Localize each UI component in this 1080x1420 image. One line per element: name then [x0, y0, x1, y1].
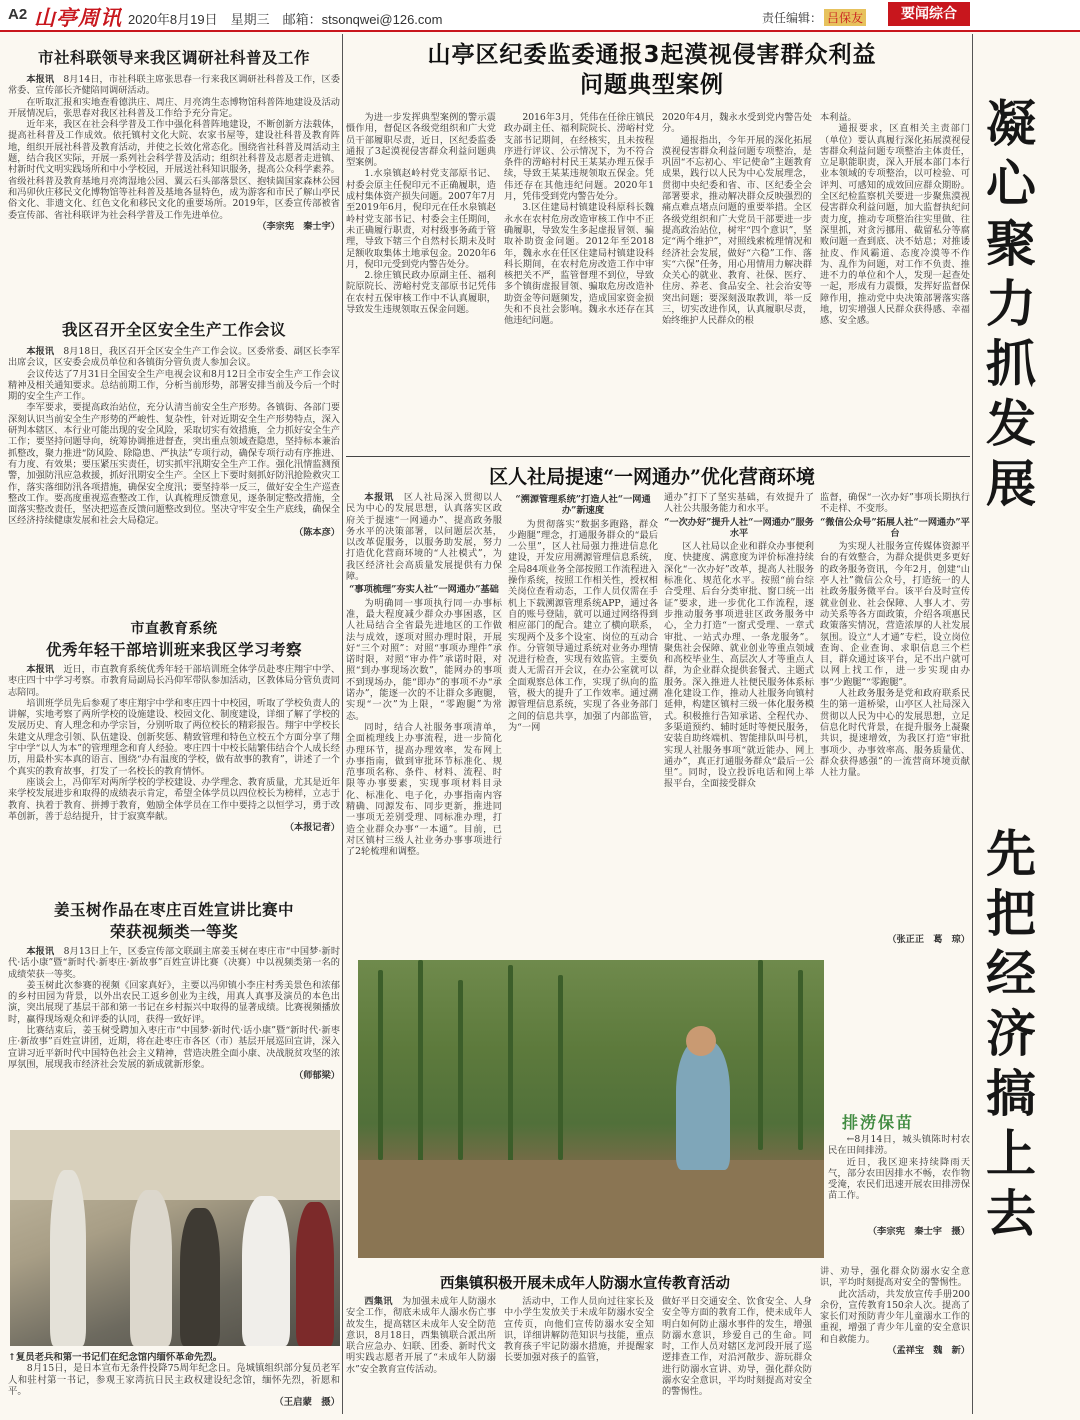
- hr-col-1: [346, 492, 502, 952]
- photo-person: [180, 1208, 220, 1346]
- headline-line1: 山亭区纪委监委通报3起漠视侵害群众利益: [427, 42, 877, 68]
- photo-cornstalk: [758, 960, 763, 1150]
- flood-caption-title: 排涝保苗: [842, 1113, 915, 1132]
- column-divider: [972, 34, 973, 1414]
- slogan-banner: [976, 34, 1076, 1416]
- article-paragraph: 为贯彻落实“数据多跑路，群众少跑腿”理念，打通服务群众的“最后一公里”，区人社局强力推进信息化建设，开发应用溯源管理信息系统，全局84项业务全部按照工作流程进入操作系统，按照工作相关性，授权相关岗位查看动态，工作人员仅需在手机上下载溯源管理系统APP，通过各自的账号登陆，就可以通过网络得到相应部门的配合。建立了横向联系，实现两个及多个设室、岗位的互动合作。分管领导通过系统对业务办理情况进行检查，实现有效监管。主要负责人无需召开会议，在办公室就可以全面观察总体工作，实现了纵向的监管，极大的提升了工作效率。通过溯源管理信息系统，实现了各业务部门之间的信息共享，加强了内部监管，为“一网: [508, 518, 658, 733]
- article-subhead: “溯源管理系统”打造人社“一网通办”新速度: [515, 494, 651, 517]
- article-paragraph: 近年来，我区在社会科学普及工作中强化科普阵地建设，不断创新方法载体，提高社科普及工作成效。依托镇村文化大院、农家书屋等，建设社科普及教育阵地，组织开展社科普及教育活动，并使之长效化常态化。围绕省社科普及周活动主题，结合我区实际，开展一系列社会科学普及活动；组织社科普及志愿者走进镇、村新时代文明实践场所和中小学校园，开展送社科知识服务，提高公众科学素养。省级社科普及教育基地月亮湾湿地公园、翼云石头部落景区、抱犊崮国家森林公园和冯卯伙庄移民文化博物馆等社科普及基地各显特色，成为游客和市民了解山亭民俗文化、非遗文化、红色文化和移民文化的重要场所。2019年，区委宣传部被省委宣传部、省社科联评为社会科学普及工作先进单位。: [8, 119, 340, 221]
- caption-line: 8月15日，是日本宣布无条件投降75周年纪念日。凫城镇组织部分复员老军人和驻村第一书记，参观王家湾抗日民主政权建设纪念馆，缅怀先烈，祈愿和平。: [8, 1363, 340, 1397]
- photo-cornstalk: [508, 965, 513, 1165]
- article-title: 市社科联领导来我区调研社科普及工作: [37, 48, 310, 67]
- slogan-line-1: 凝心聚力抓发展: [986, 95, 1036, 513]
- article-subhead: “微信公众号”拓展人社“一网通办”平台: [820, 516, 970, 539]
- article-body: 8月13日上午，区委宣传部文联副主席姜玉树在枣庄市“中国梦·新时代·话小康”暨“新时代·新枣庄·新故事”百姓宣讲比赛（决赛）中以视频类第一名的成绩荣获一等奖。: [8, 946, 340, 980]
- xiji-col-2: [504, 1296, 654, 1414]
- slogan-line-2: 先把经济搞上去: [986, 825, 1036, 1243]
- article-paragraph: 2016年3月，凭伟在任徐庄镇民政办副主任、福利院院长、涝峪村党支部书记期间，在经核实，且未按程序进行评议、公示情况下，为不符合条件的涝峪村村民王某某办理五保手续，导致王某某违规领取五保金。凭伟还存在其他违纪问题。2020年1月，凭伟受到党内警告处分。: [504, 112, 654, 203]
- article-byline: （张正正 葛 琼）: [887, 934, 970, 945]
- article-byline: （李宗宪 秦士宇）: [257, 220, 340, 232]
- photo-person: [130, 1190, 172, 1346]
- flood-drainage-photo: [358, 960, 824, 1258]
- hr-col-4: [820, 492, 970, 952]
- article-paragraph: 通报要求，区直相关主责部门（单位）要认真履行深化拓展漠视侵害群众利益问题专项整治主体责任，立足职能职责，深入开展本部门本行业本领域的专项整治，以可检验、可评判、可感知的成效回应群众期盼。全区纪检监察机关要进一步聚焦漠视侵害群众利益问题，加大监督执纪问责力度，推动专项整治往实里做、往深里抓，对贪污挪用、截留私分等腐败问题一查到底、决不姑息；对推诿扯皮、作风霸道、态度冷漠等不作为、乱作为问题，对工作不负责、推进不力的单位和个人，发现一起查处一起，形成有力震慑，发挥好监督保障作用，推动党中央决策部署落实落地，切实增强人民群众获得感、幸福感、安全感。: [820, 123, 970, 327]
- article-paragraph: 2.徐庄镇民政办原副主任、福利院原院长、涝峪村党支部原书记凭伟在农村五保审核工作中不认真履职，导致发生违规领取五保金问题。: [346, 270, 496, 316]
- article-paragraph: 此次活动，共发放宣传手册200余份，宣传教育150余人次。提高了家长们对预防青少年儿童溺水工作的重视，增强了青少年儿童的安全意识和自救能力。: [820, 1288, 970, 1345]
- page-number: A2: [8, 6, 28, 23]
- editor-name: 吕保友: [824, 9, 866, 26]
- article-paragraph: 为明确同一事项执行同一办事标准，最大程度减少群众办事困惑，区人社局结合全省最先进地区的工作做法与成效，逐项对照办理时限，开展好“三个对照”：对照“事项办理件”承诺时限，对照“审办件”承诺时限，对照“到办事现场次数”，能网办的事项不到现场办，能“即办”的事项不办“承诺办”，能逐一次的不让群众多跑腿，实现“一次”为上限，“零跑腿”为常态。: [346, 597, 502, 722]
- hr-col-2: [508, 492, 658, 952]
- article-body: 为加强未成年人防溺水安全工作，彻底未成年人溺水伤亡事故发生，提高辖区未成年人安全防范意识，8月18日，西集镇联合派出所联合应急办、妇联、团委、新时代文明实践志愿者开展了“未成年人防溺水”安全教育宣传活动。: [346, 1296, 496, 1375]
- discipline-col-4: [820, 112, 970, 456]
- article-body: 近日，市直教育系统优秀年轻干部培训班全体学员赴枣庄翔宇中学、枣庄四十中学习考察。市教育局副局长冯仰军带队参加活动，区教体局分管负责同志陪同。: [8, 664, 340, 698]
- caption-line: 近日，我区迎来持续降雨天气，部分农田因排水不畅，农作物受淹，农民们迅速开展农田排涝保苗工作。: [828, 1156, 970, 1202]
- caption-line: ←8月14日，城头镇陈时村农民在田间排涝。: [828, 1134, 970, 1157]
- photo-cornstalk: [458, 980, 463, 1160]
- photo-farmer: [676, 1040, 730, 1170]
- xiji-col-1: [346, 1296, 496, 1414]
- article-title-line2: 荣获视频类一等奖: [109, 922, 238, 941]
- article-paragraph: 通报指出，今年开展的深化拓展漠视侵害群众利益问题专项整治，是巩固“不忘初心、牢记使命”主题教育成果，践行以人民为中心发展理念，贯彻中央纪委和省、市、区纪委全会部署要求，推动解决群众反映强烈的痛点难点堵点问题的重要举措。全区各级党组织和广大党员干部要进一步提高政治站位，树牢“四个意识”，坚定“两个维护”，对照线索梳理情况和经济社会发展，做好“六稳”工作、落实“六保”任务，用心用情用力解决群众关心的就业、教育、社保、医疗、住房、养老、食品安全、社会治安等突出问题；要深刻汲取教训，举一反三，切实改进作风，认真履职尽责，始终维护人民群众的根: [662, 134, 812, 327]
- article-lead: 本报讯: [26, 946, 55, 957]
- article-safety-meeting: [8, 318, 340, 538]
- photo-farmer-head: [686, 1026, 716, 1056]
- article-paragraph: 会议传达了7月31日全国安全生产电视会议和8月12日全市安全生产工作会议精神及相关通知要求。总结前期工作，分析当前形势，部署安排当前及今后一个时期的安全生产工作。: [8, 368, 340, 403]
- photo-cornstalk: [418, 960, 423, 1170]
- photo-cornstalk: [798, 970, 803, 1150]
- article-paragraph: 为进一步发挥典型案例的警示震慑作用，督促区各级党组织和广大党员干部履职尽责，近日，区纪委监委通报了3起漠视侵害群众利益问题典型案例。: [346, 112, 496, 169]
- article-subhead: “事项梳理”夯实人社“一网通办”基础: [349, 584, 499, 596]
- article-paragraph: 监督，确保“一次办好”事项长期执行不走样、不变形。: [820, 492, 970, 515]
- article-body: 8月14日，市社科联主席张思春一行来我区调研社科普及工作，区委常委、宣传部长齐健陪同调研活动。: [8, 74, 340, 97]
- headline-line2: 问题典型案例: [580, 72, 724, 98]
- hr-col-3: [664, 492, 814, 952]
- memorial-photo-caption: [8, 1352, 340, 1408]
- article-paragraph: 人社政务服务是党和政府联系民生的第一道桥梁，山亭区人社局深入贯彻以人民为中心的发展思想，立足信息化时代背景，在提升服务上凝聚共识，提速增效，为我区打造“审批事项少、办事效率高、服务质量优、群众获得感强”的一流营商环境贡献人社力量。: [820, 688, 970, 779]
- article-byline: （师郁梁）: [294, 1070, 340, 1082]
- caption-byline: （李宗宪 秦士宇 摄）: [867, 1225, 970, 1237]
- article-paragraph: 同时，结合人社服务事项清单，全面梳理线上办事流程，进一步简化办理环节，提高办理效率，发布网上办事指南，做到审批环节标准化、规范事项名称、条件、材料、流程、时限等办事要素，实现事项材料目录化、标准化、电子化，办事指南内容精确、同源发布、同步更新，推进同一事项无差别受理、同标准办理，打造全业群众办事“一本通”。目前，已对区镇村三级人社业务办事事项进行了2轮梳理和调整。: [346, 721, 502, 858]
- article-byline: （陈本彦）: [294, 526, 340, 538]
- article-paragraph: 李军要求，要提高政治站位，充分认清当前安全生产形势。各镇街、各部门要深刻认识当前安全生产形势的严峻性、复杂性，针对近期安全生产形势特点，深入研判本辖区、本行业可能出现的安全风险，采取切实有效措施，全力抓好安全生产工作；要坚持问题导向，统筹协调推进督查，突出重点领域查隐患，坚持标本兼治抓整改，聚力推进“防风险、除隐患、严执法”专项行动，确保专项行动有序推进、有力度、有效果；要压紧压实责任，切实抓牢汛期安全生产工作。强化汛情监测预警，加强防汛应急救援，抓好汛期安全生产。全区上下要时刻抓好防汛抢险救灾工作，落实落细防汛各项措施，确保安全度汛；要坚持举一反三，做好安全生产巡查整改工作。要高度重视巡查整改工作，认真梳理反馈意见，逐条制定整改措施，全面落实整改责任，坚决把巡查反馈问题整改到位。坚决守牢安全生产底线，确保全区经济持续健康发展和社会大局稳定。: [8, 402, 340, 527]
- article-paragraph: 培训班学员先后参观了枣庄翔宇中学和枣庄四十中校园，听取了学校负责人的讲解，实地考察了两所学校的设施建设、校园文化、制度建设，详细了解了学校的发展历史、育人理念和办学宗旨，分别听取了两位校长的精彩报告。翔宇中学校长朱建文从理念引领、队伍建设、创新奖惩、精致管理和特色立校五个方面分享了翔宇中学“以人为本”的管理理念和育人经验。枣庄四十中校长陆繁伟结合个人成长经历，用最朴实本真的语言、围绕“办有温度的学校，做有故事的教育”，讲述了一个个真实的教育故事，打发了一名校长的教育情怀。: [8, 697, 340, 777]
- xiji-col-4: [820, 1266, 970, 1414]
- section-rule: [346, 456, 970, 457]
- article-kicker: 市直教育系统: [130, 621, 218, 637]
- article-paragraph: 本利益。: [820, 112, 857, 123]
- photo-cornstalk: [378, 970, 383, 1160]
- article-lead: 本报讯: [26, 74, 55, 85]
- article-lead: 本报讯: [364, 492, 395, 503]
- article-lead: 本报讯: [26, 664, 55, 675]
- article-education: [8, 618, 340, 833]
- article-subhead: “一次办好”提升人社“一网通办”服务水平: [664, 516, 814, 539]
- article-paragraph: 3.区住建局村镇建设科原科长魏永水在农村危房改造审核工作中不正确履职，导致发生多起虚报冒领、骗取补助资金问题。2012年至2018年，魏永水在任区住建局村镇建设科科长期间，在农村危房改造工作中审核把关不严，监管督理不到位，导致多个镇街虚报冒领、骗取危房改造补助资金等问题频发，造成国家资金损失和不良社会影响。魏永水还存在其他违纪问题。: [504, 202, 654, 327]
- hr-article-headline: 区人社局提速“一网通办”优化营商环境: [489, 466, 815, 488]
- article-lead: 西集讯: [364, 1296, 393, 1307]
- article-storytelling-award: [8, 898, 340, 1126]
- editor-credit: [762, 9, 866, 26]
- xiji-article-headline: 西集镇积极开展未成年人防溺水宣传教育活动: [440, 1275, 730, 1292]
- article-paragraph: 姜玉树此次参赛的视频《回家真好》，主要以冯卯镇小李庄村秀美景色和浓郁的乡村田园为背景，以外出农民工返乡创业为主线，用真人真事及演员的本色出演，突出展现了基层干部和第一书记在乡村振兴中取得的显著成绩。比赛视频播放时，赢得现场观众和评委的认同，获得一致好评。: [8, 979, 340, 1025]
- article-paragraph: 活动中，工作人员向过往家长及中小学生发放关于未成年防溺水安全宣传页，向他们宣传防溺水安全知识，详细讲解防范知识与技能，重点教育孩子牢记防溺水措施，并提醒家长要加强对孩子的监管，: [504, 1296, 654, 1364]
- article-paragraph: 做好平日交通安全、饮食安全、人身安全等方面的教育工作，使未成年人明白如何防止溺水事件的发生，增强防溺水意识，珍爱自己的生命。同时，工作人员对辖区龙河段开展了巡逻排查工作，对沿河散步、游玩群众进行防溺水宣讲、劝导，强化群众防溺水安全意识，平均时刻提高对安全的警惕性。: [662, 1296, 812, 1398]
- article-paragraph: 1.水泉镇赵岭村党支部原书记、村委会原主任倪印元不正确履职，造成村集体资产损失问题。2007年7月至2019年6月，倪印元在任水泉镇赵岭村党支部书记、村委会主任期间，未正确履行职责，对村级事务疏于管理，导致下辖三个自然村长期未及时足额收取集体土地承包金。2020年6月，倪印元受到党内警告处分。: [346, 168, 496, 270]
- article-paragraph: 座谈会上，冯仰军对两所学校的学校建设、办学理念、教育质量，尤其是近年来学校发展进步和取得的成绩表示肯定，希望全体学员以四位校长为榜样，立志于教育、执着于教育、拼搏于教育，勉励全体学员在工作中要持之以恒学习，勇于改革创新，善于总结提升，甘于寂寞奉献。: [8, 776, 340, 822]
- photo-person: [50, 1170, 86, 1346]
- caption-line: ↑复员老兵和第一书记们在纪念馆内缅怀革命先烈。: [8, 1352, 223, 1363]
- newspaper-logo: 山亭周讯: [34, 5, 122, 30]
- caption-byline: （王启蒙 摄）: [274, 1397, 340, 1409]
- article-byline: （本报记者）: [284, 822, 340, 834]
- masthead: [0, 0, 1080, 32]
- article-byline: （孟祥宝 魏 新）: [887, 1345, 970, 1357]
- article-paragraph: 通办”打下了坚实基础，有效提升了人社公共服务能力和水平。: [664, 492, 814, 515]
- section-badge: 要闻综合: [888, 2, 970, 26]
- photo-person: [242, 1196, 290, 1346]
- discipline-col-1: [346, 112, 496, 456]
- article-paragraph: 比赛结束后，姜玉树受聘加入枣庄市“中国梦·新时代·话小康”暨“新时代·新枣庄·新故事”百姓宣讲团，近期，将在赴枣庄市各区（市）基层开展巡回宣讲，深入宣讲习近平新时代中国特色社会主义精神，营造决胜全面小康、决战脱贫攻坚的浓厚氛围，展现我市经济社会发展的新成就新形象。: [8, 1025, 340, 1070]
- discipline-col-2: [504, 112, 654, 456]
- memorial-visit-photo: [10, 1130, 340, 1346]
- article-lead: 本报讯: [26, 346, 55, 357]
- photo-cornstalk: [558, 975, 563, 1160]
- article-paragraph: 2020年4月，魏永水受到党内警告处分。: [662, 112, 812, 135]
- article-body: 区人社局深入贯彻以人民为中心的发展思想，认真落实区政府关于提速“一网通办”、提高政务服务水平的决策部署，以问题层次基，以改革促服务，以服务助发展，努力打造优化营商环境的“人社模式”，为我区经济社会高质量发展提供有力保障。: [346, 492, 502, 583]
- article-paragraph: 讲、劝导，强化群众防溺水安全意识，平均时刻提高对安全的警惕性。: [820, 1266, 970, 1289]
- article-paragraph: 区人社局以企业和群众办事便利度、快捷度、满意度为评价标准持续深化“一次办好”改革，提高人社服务标准化、规范化水平。按照“前台综合受理、后台分类审批、窗口统一出证”要求，进一步优化工作流程，逐步推动服务事项进驻区政务服务中心，全力打造“一窗式受理、一章式审批、一站式办理、一条龙服务”。聚焦社会保障、就业创业等重点领域和高校毕业生、高层次人才等重点人群，为企业群众提供套餐式、主题式服务。深入推进人社便民服务体系标准化建设工作，推动人社服务向镇村延伸，构建区镇村三级一体化服务模式。积极推行告知承诺、全程代办、多渠道预约、辅时延时等便民服务，安装自助终端机、智能排队叫号机，实现人社服务事项“就近能办、网上通办”，真正打通服务群众“最后一公里”。同时，设立投诉电话和网上举报平台，全面接受群众: [664, 541, 814, 790]
- article-title: 我区召开全区安全生产工作会议: [61, 320, 286, 339]
- column-divider: [342, 34, 343, 1414]
- flood-photo-caption: [828, 1134, 970, 1237]
- date-line: 2020年8月19日 星期三 邮箱：stsonqwei@126.com: [128, 12, 443, 27]
- discipline-col-3: [662, 112, 812, 456]
- article-title-line1: 姜玉树作品在枣庄百姓宣讲比赛中: [53, 900, 294, 919]
- hr-byline: [820, 934, 970, 945]
- article-paragraph: 在听取汇报和实地查看德洪庄、周庄、月亮湾生态博物馆科普阵地建设及活动开展情况后，张思春对我区社科普及工作给予充分肯定。: [8, 96, 340, 119]
- article-paragraph: 为实现人社服务宣传媒体资源平台的有效整合，为群众提供更多更好的政务服务资讯，今年2月，创建“山亭人社”微信公众号，打造统一的人社政务服务微平台。该平台及时宣传就业创业、社会保障、人事人才、劳动关系等各方面政策，介绍各项惠民政策落实情况，营造浓厚的人社发展氛围。设立“人才通”专栏，设立岗位查询、企业查询、求职信息三个栏目，群众通过该平台，足不出户就可以网上找工作，进一步实现由办事“少跑腿”“零跑腿”。: [820, 541, 970, 688]
- article-body: 8月18日，我区召开全区安全生产工作会议。区委常委、副区长李军出席会议，区安委会成员单位和各镇街分管负责人参加会议。: [8, 346, 340, 369]
- editor-label: 责任编辑：: [762, 11, 823, 25]
- lead-headline: [346, 40, 958, 100]
- article-social-science: [8, 46, 340, 232]
- photo-muddy-water: [358, 1160, 824, 1258]
- article-title: 优秀年轻干部培训班来我区学习考察: [45, 640, 302, 659]
- photo-person: [296, 1202, 334, 1346]
- xiji-col-3: [662, 1296, 812, 1414]
